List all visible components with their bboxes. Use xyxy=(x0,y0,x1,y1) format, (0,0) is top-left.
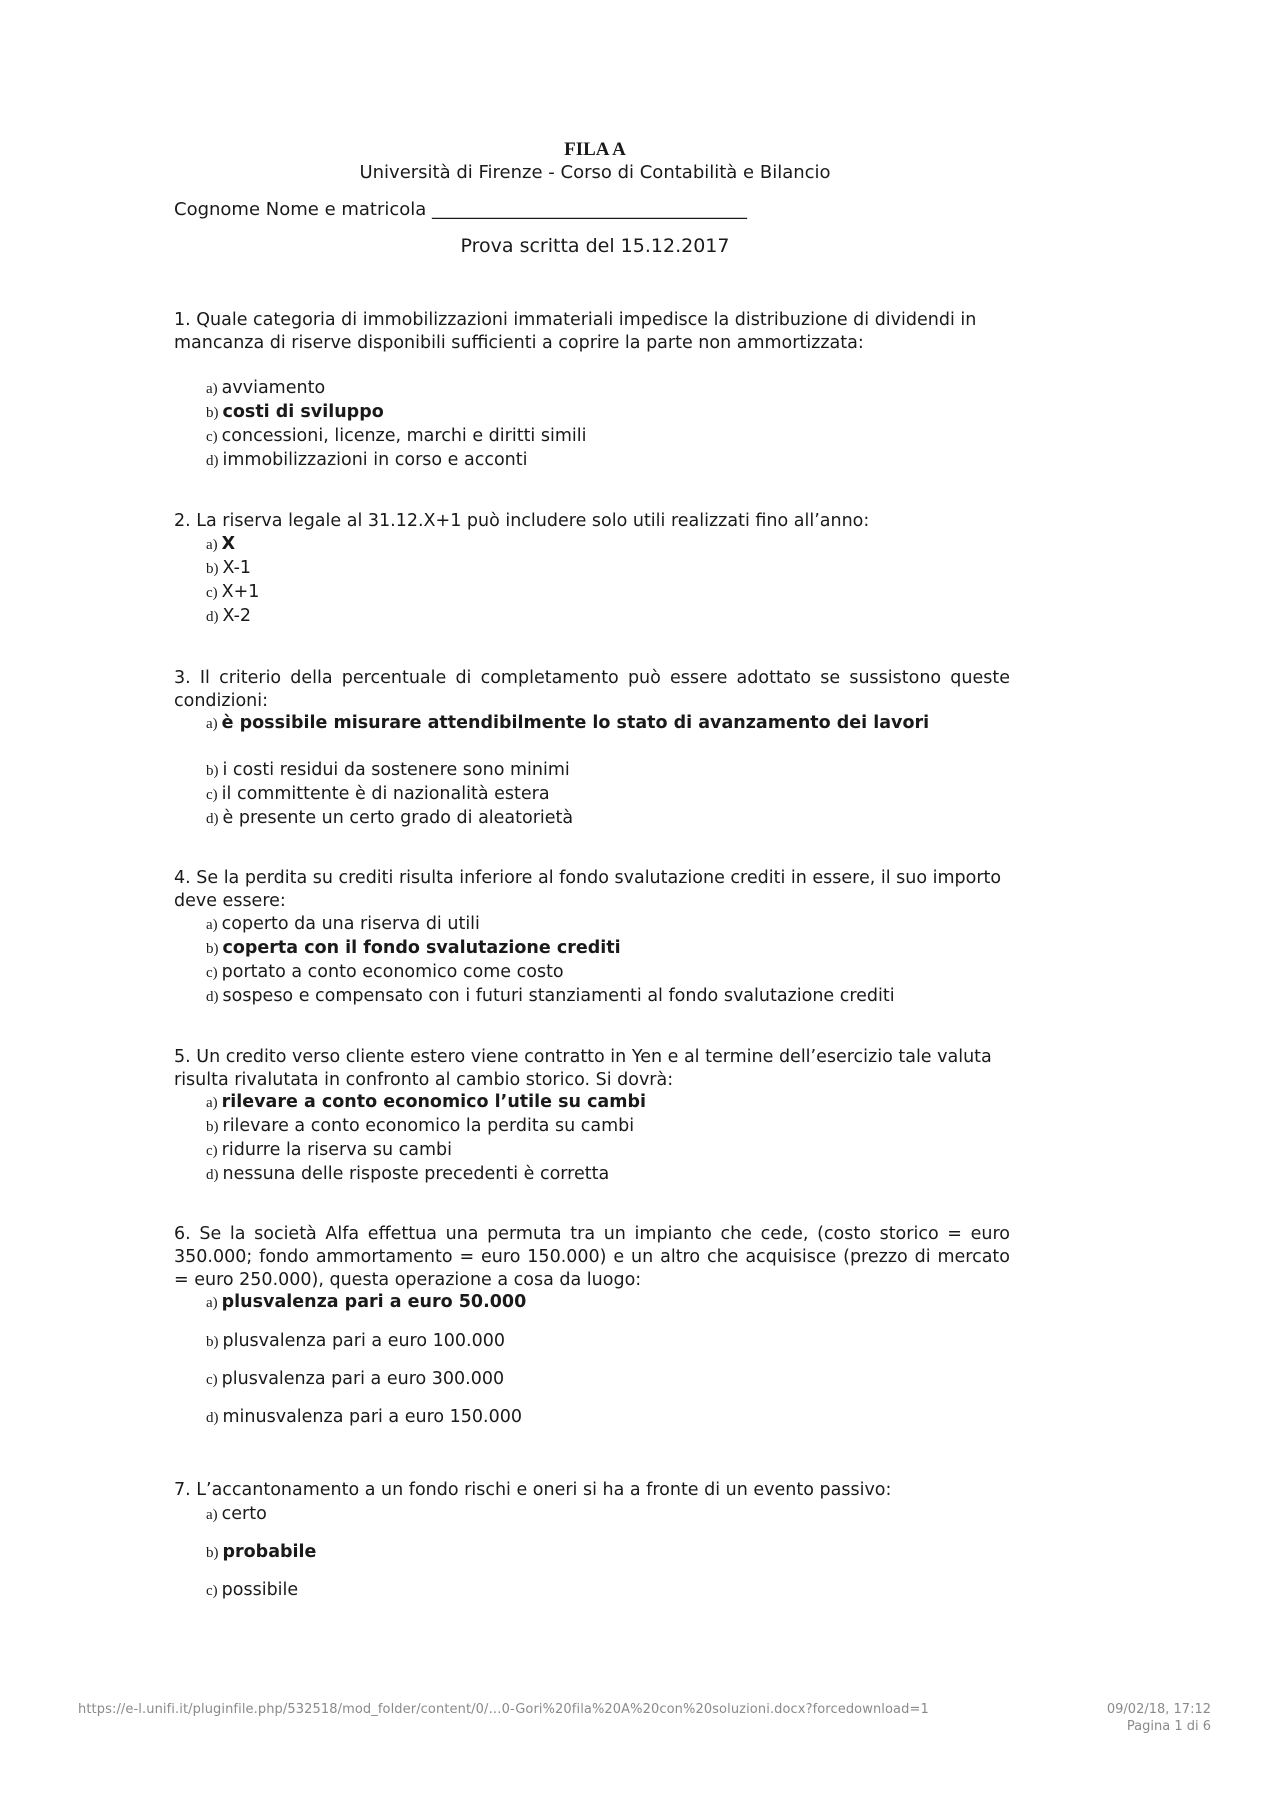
option-text: possibile xyxy=(221,1580,299,1600)
option-text: X-2 xyxy=(222,606,252,626)
option-5d xyxy=(206,1163,609,1187)
option-3a-correct xyxy=(206,712,929,736)
option-letter: d) xyxy=(206,609,219,625)
option-text: è possibile misurare attendibilmente lo stato di avanzamento dei lavori xyxy=(221,713,930,733)
option-1b-correct xyxy=(206,401,384,425)
option-7b-correct xyxy=(206,1541,316,1565)
option-text: portato a conto economico come costo xyxy=(221,962,564,982)
option-text: X+1 xyxy=(221,582,260,602)
option-letter: d) xyxy=(206,453,219,469)
option-text: i costi residui da sostenere sono minimi xyxy=(222,760,570,780)
option-text: il committente è di nazionalità estera xyxy=(221,784,550,804)
option-2d xyxy=(206,605,251,629)
option-3c xyxy=(206,783,550,807)
footer-page-number: Pagina 1 di 6 xyxy=(1126,1719,1211,1734)
option-text: rilevare a conto economico l’utile su cambi xyxy=(221,1092,647,1112)
option-1a xyxy=(206,377,325,401)
option-letter: a) xyxy=(206,381,218,397)
option-letter: b) xyxy=(206,1334,219,1350)
option-4a xyxy=(206,913,480,937)
option-letter: a) xyxy=(206,1507,218,1523)
footer-datetime: 09/02/18, 17:12 xyxy=(1106,1702,1211,1717)
option-letter: b) xyxy=(206,941,219,957)
question-text: 5. Un credito verso cliente estero viene contratto in Yen e al termine dell’esercizio tale valuta risulta rivalutata in confronto al cambio storico. Si dovrà: xyxy=(174,1047,992,1090)
question-7 xyxy=(174,1479,1010,1502)
option-letter: d) xyxy=(206,989,219,1005)
question-text: 2. La riserva legale al 31.12.X+1 può includere solo utili realizzati fino all’anno: xyxy=(174,511,870,531)
option-letter: c) xyxy=(206,787,218,803)
course-title: Università di Firenze - Corso di Contabilità e Bilancio xyxy=(359,162,831,183)
option-text: nessuna delle risposte precedenti è corretta xyxy=(222,1164,610,1184)
option-6b xyxy=(206,1330,505,1354)
option-7a xyxy=(206,1503,267,1527)
question-3 xyxy=(174,667,1010,713)
option-text: coperta con il fondo svalutazione crediti xyxy=(222,938,621,958)
option-text: costi di sviluppo xyxy=(222,402,384,422)
option-text: è presente un certo grado di aleatorietà xyxy=(222,808,574,828)
option-6c xyxy=(206,1368,504,1392)
option-letter: c) xyxy=(206,585,218,601)
option-text: sospeso e compensato con i futuri stanziamenti al fondo svalutazione crediti xyxy=(222,986,895,1006)
option-text: minusvalenza pari a euro 150.000 xyxy=(222,1407,523,1427)
question-text: 4. Se la perdita su crediti risulta inferiore al fondo svalutazione crediti in essere, il suo importo deve essere: xyxy=(174,868,1002,911)
option-text: probabile xyxy=(222,1542,317,1562)
option-letter: c) xyxy=(206,965,218,981)
option-letter: b) xyxy=(206,405,219,421)
exam-title: Prova scritta del 15.12.2017 xyxy=(460,235,730,257)
option-letter: c) xyxy=(206,1583,218,1599)
option-letter: d) xyxy=(206,1410,219,1426)
option-1c xyxy=(206,425,586,449)
option-text: concessioni, licenze, marchi e diritti simili xyxy=(221,426,587,446)
question-text: 7. L’accantonamento a un fondo rischi e oneri si ha a fronte di un evento passivo: xyxy=(174,1480,892,1500)
option-5c xyxy=(206,1139,452,1163)
option-4b-correct xyxy=(206,937,621,961)
option-letter: b) xyxy=(206,1119,219,1135)
option-5a-correct xyxy=(206,1091,646,1115)
footer-url: https://e-l.unifi.it/pluginfile.php/532518/mod_folder/content/0/…0-Gori%20fila%20A%20con%20soluzioni.docx?forcedownload=1 xyxy=(78,1702,929,1717)
question-5 xyxy=(174,1046,1010,1092)
option-letter: a) xyxy=(206,537,218,553)
option-letter: a) xyxy=(206,917,218,933)
option-6d xyxy=(206,1406,522,1430)
option-4c xyxy=(206,961,564,985)
option-text: plusvalenza pari a euro 100.000 xyxy=(222,1331,505,1351)
option-text: certo xyxy=(221,1504,267,1524)
option-text: plusvalenza pari a euro 50.000 xyxy=(221,1292,527,1312)
option-text: coperto da una riserva di utili xyxy=(221,914,480,934)
option-2b xyxy=(206,557,251,581)
option-letter: a) xyxy=(206,716,218,732)
option-text: rilevare a conto economico la perdita su cambi xyxy=(222,1116,635,1136)
fila-label: FILA A xyxy=(564,139,626,160)
option-2c xyxy=(206,581,259,605)
option-letter: d) xyxy=(206,1167,219,1183)
option-text: avviamento xyxy=(221,378,326,398)
option-7c xyxy=(206,1579,298,1603)
question-text: 1. Quale categoria di immobilizzazioni immateriali impedisce la distribuzione di dividendi in mancanza di riserve disponibili sufficienti a coprire la parte non ammortizzata: xyxy=(174,310,977,353)
question-1 xyxy=(174,309,1010,355)
option-letter: b) xyxy=(206,1545,219,1561)
option-letter: c) xyxy=(206,1143,218,1159)
question-text: 6. Se la società Alfa effettua una permuta tra un impianto che cede, (costo storico = euro 350.000; fondo ammortamento = euro 150.000) e un altro che acquisisce (prezzo di mercato = euro 250.000), questa operazione a cosa da luogo: xyxy=(174,1224,1010,1290)
question-text: 3. Il criterio della percentuale di completamento può essere adottato se sussistono queste condizioni: xyxy=(174,668,1010,711)
question-6 xyxy=(174,1223,1010,1292)
option-letter: a) xyxy=(206,1295,218,1311)
question-2 xyxy=(174,510,1010,533)
option-5b xyxy=(206,1115,634,1139)
option-letter: c) xyxy=(206,429,218,445)
option-letter: c) xyxy=(206,1372,218,1388)
option-text: ridurre la riserva su cambi xyxy=(221,1140,453,1160)
option-3d xyxy=(206,807,573,831)
option-letter: b) xyxy=(206,561,219,577)
option-text: X xyxy=(221,534,236,554)
option-text: X-1 xyxy=(222,558,252,578)
option-text: plusvalenza pari a euro 300.000 xyxy=(221,1369,505,1389)
option-text: immobilizzazioni in corso e acconti xyxy=(222,450,528,470)
student-info-line: Cognome Nome e matricola ___________________________________ xyxy=(174,199,748,220)
option-1d xyxy=(206,449,527,473)
option-3b xyxy=(206,759,570,783)
option-letter: b) xyxy=(206,763,219,779)
option-letter: d) xyxy=(206,811,219,827)
option-letter: a) xyxy=(206,1095,218,1111)
question-4 xyxy=(174,867,1010,913)
option-6a-correct xyxy=(206,1291,526,1315)
option-2a-correct xyxy=(206,533,235,557)
option-4d xyxy=(206,985,895,1009)
